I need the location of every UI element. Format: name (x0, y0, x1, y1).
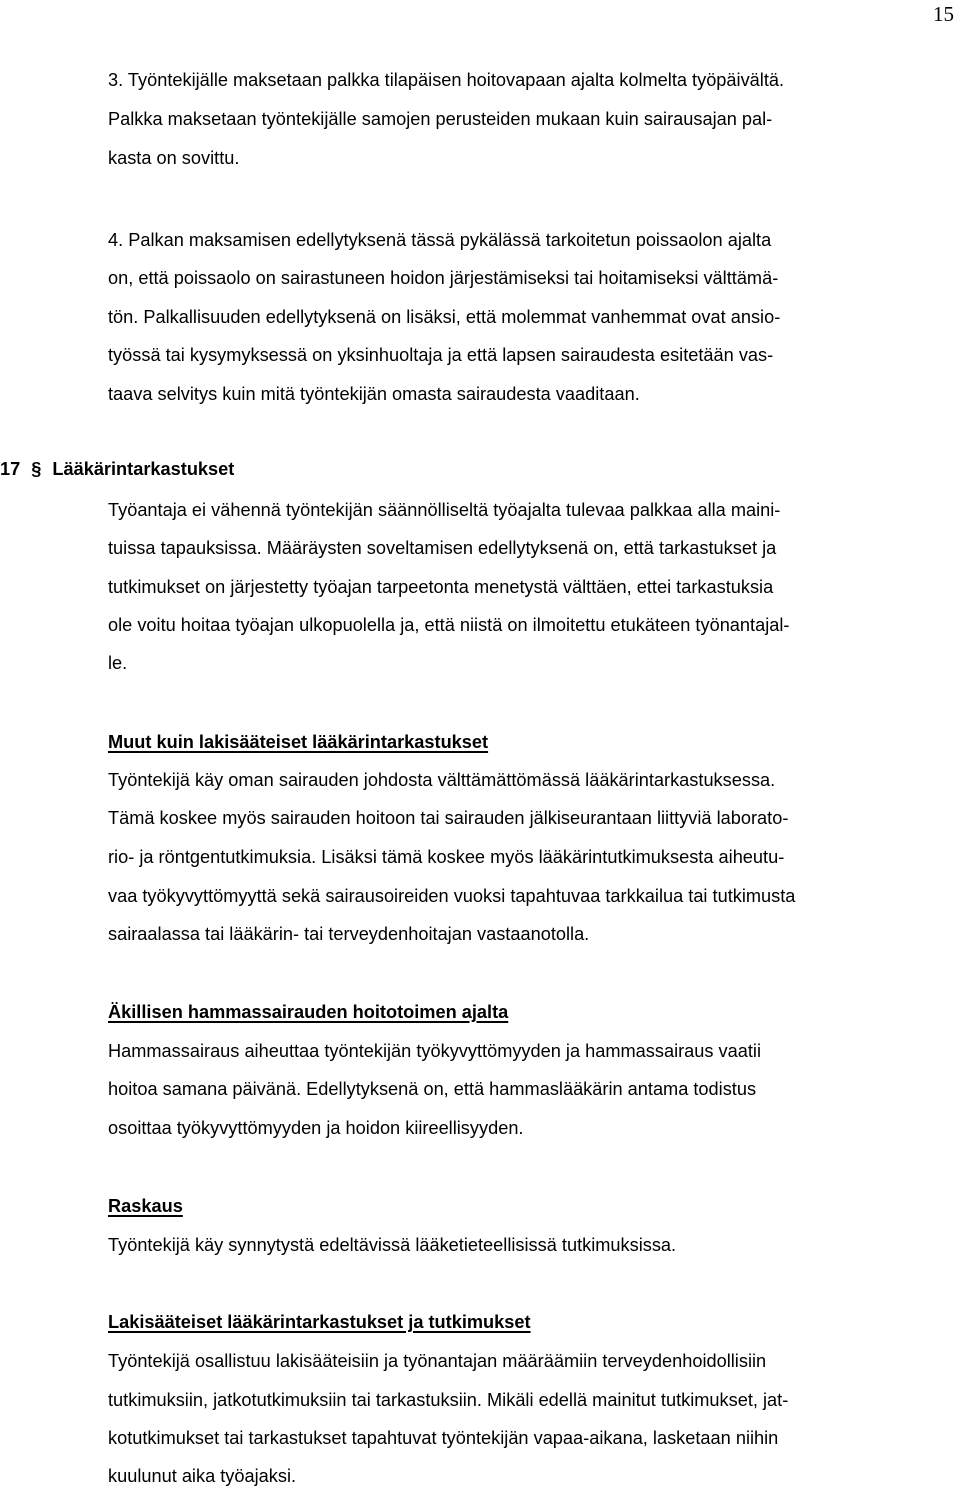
text-line: taava selvitys kuin mitä työntekijän omasta sairaudesta vaaditaan. (108, 384, 640, 404)
text-line: kasta on sovittu. (108, 148, 240, 168)
page-number: 15 (933, 2, 954, 26)
text-line: Työntekijä osallistuu lakisääteisiin ja työnantajan määräämiin terveydenhoidollisiin (108, 1351, 767, 1371)
text-line: Hammassairaus aiheuttaa työntekijän työkyvyttömyyden ja hammassairaus vaatii (108, 1041, 762, 1061)
subsection-heading: Lakisääteiset lääkärintarkastukset ja tutkimukset (108, 1312, 531, 1332)
subsection-heading: Äkillisen hammassairauden hoitotoimen ajalta (108, 1002, 509, 1022)
text-line: 4. Palkan maksamisen edellytyksenä tässä pykälässä tarkoitetun poissaolon ajalta (108, 230, 772, 250)
subsection-heading: Muut kuin lakisääteiset lääkärintarkastukset (108, 732, 489, 752)
text-line: kotutkimukset tai tarkastukset tapahtuvat työntekijän vapaa-aikana, lasketaan niihin (108, 1428, 779, 1448)
text-line: 3. Työntekijälle maksetaan palkka tilapäisen hoitovapaan ajalta kolmelta työpäivältä. (108, 70, 785, 90)
text-line: tutkimukset on järjestetty työajan tarpeetonta menetystä välttäen, ettei tarkastuksia (108, 577, 774, 597)
text-line: osoittaa työkyvyttömyyden ja hoidon kiireellisyyden. (108, 1118, 524, 1138)
text-line: tön. Palkallisuuden edellytyksenä on lisäksi, että molemmat vanhemmat ovat ansio- (108, 307, 781, 327)
text-line: le. (108, 653, 128, 673)
text-line: vaa työkyvyttömyyttä sekä sairausoireiden vuoksi tapahtuvaa tarkkailua tai tutkimusta (108, 886, 796, 906)
text-line: Työntekijä käy oman sairauden johdosta välttämättömässä lääkärintarkastuksessa. (108, 770, 776, 790)
text-line: tutkimuksiin, jatkotutkimuksiin tai tarkastuksiin. Mikäli edellä mainitut tutkimukset, jat- (108, 1390, 789, 1410)
text-line: kuulunut aika työajaksi. (108, 1466, 297, 1486)
text-line: sairaalassa tai lääkärin- tai terveydenhoitajan vastaanotolla. (108, 924, 590, 944)
text-line: työssä tai kysymyksessä on yksinhuoltaja ja että lapsen sairaudesta esitetään vas- (108, 345, 774, 365)
text-line: hoitoa samana päivänä. Edellytyksenä on, että hammaslääkärin antama todistus (108, 1079, 757, 1099)
text-line: tuissa tapauksissa. Määräysten soveltamisen edellytyksenä on, että tarkastukset ja (108, 538, 777, 558)
subsection-heading: Raskaus (108, 1196, 183, 1216)
text-line: Työntekijä käy synnytystä edeltävissä lääketieteellisissä tutkimuksissa. (108, 1235, 677, 1255)
text-line: ole voitu hoitaa työajan ulkopuolella ja, että niistä on ilmoitettu etukäteen työnantajal- (108, 615, 790, 635)
text-line: on, että poissaolo on sairastuneen hoidon järjestämiseksi tai hoitamiseksi välttämä- (108, 268, 779, 288)
section-heading (0, 457, 234, 481)
section-number: 17 (0, 459, 21, 479)
text-line: Työantaja ei vähennä työntekijän säännölliseltä työajalta tulevaa palkkaa alla maini- (108, 500, 781, 520)
text-line: Tämä koskee myös sairauden hoitoon tai sairauden jälkiseurantaan liittyviä laborato- (108, 808, 789, 828)
text-line: rio- ja röntgentutkimuksia. Lisäksi tämä koskee myös lääkärintutkimuksesta aiheutu- (108, 847, 785, 867)
paragraph-mark-icon: § (31, 459, 42, 479)
section-title: Lääkärintarkastukset (52, 459, 235, 479)
text-line: Palkka maksetaan työntekijälle samojen perusteiden mukaan kuin sairausajan pal- (108, 109, 773, 129)
